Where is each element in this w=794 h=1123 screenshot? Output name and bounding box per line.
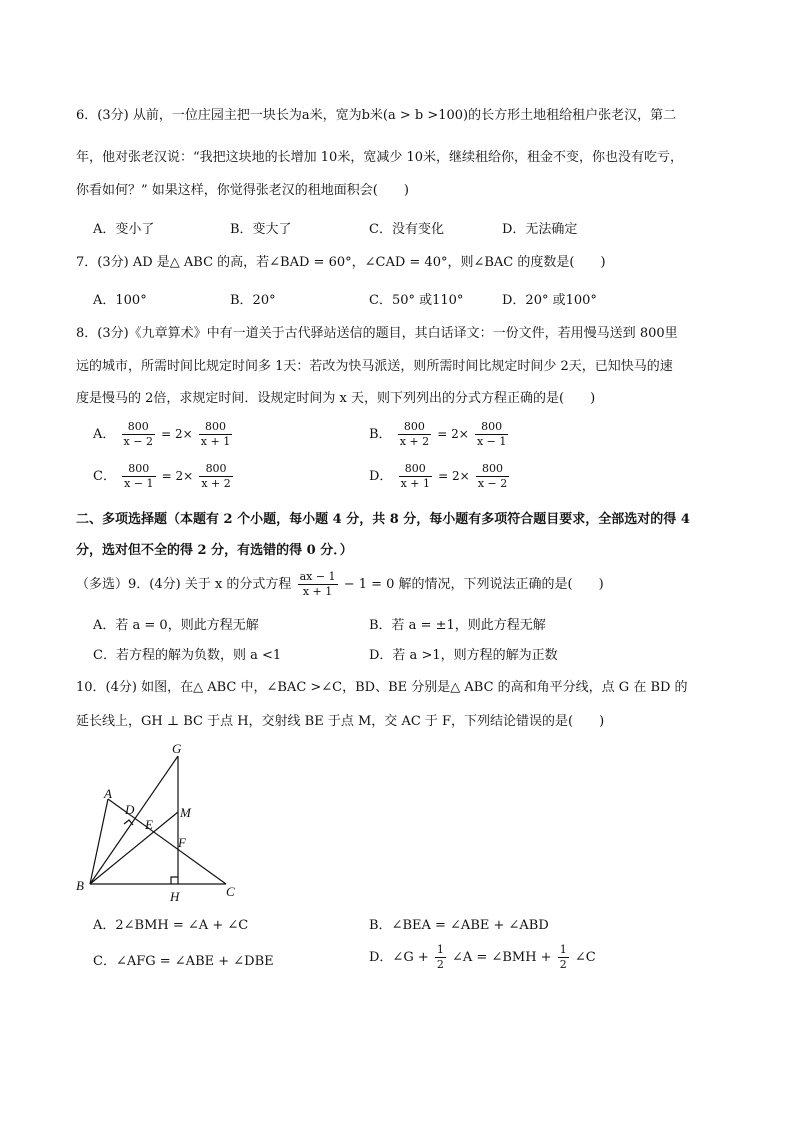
label-f: F (178, 835, 186, 850)
fraction (199, 462, 232, 491)
q7-option-d: D．20° 或100° (502, 293, 597, 308)
q9-option-b: B．若 a = ±1，则此方程无解 (369, 618, 546, 633)
q6-option-b: B．变大了 (230, 222, 292, 237)
q8-line1: 8．(3分)《九章算术》中有一道关于古代驿站送信的题目，其白话译文：一份文件，若用慢马送到 800里 (76, 326, 678, 341)
option-d-prefix: D．∠G + (369, 950, 429, 965)
q8-option-d (369, 462, 511, 491)
operator: = 2× (161, 469, 194, 483)
label-c: C (226, 884, 235, 899)
denominator: x − 2 (123, 435, 153, 448)
numerator: ax − 1 (299, 570, 336, 583)
denominator: x − 1 (476, 435, 507, 448)
q8-option-b (369, 420, 510, 449)
denominator: x + 1 (200, 435, 231, 448)
numerator: 800 (476, 462, 509, 477)
q10-figure (70, 736, 270, 906)
q8-line3: 度是慢马的 2倍，求规定时间．设规定时间为 x 天，则下列列出的分式方程正确的是( ) (76, 391, 596, 406)
fraction (475, 420, 508, 449)
option-label: C． (93, 469, 116, 484)
q6-line3: 你看如何？” 如果这样，你觉得张老汉的租地面积会( ) (76, 183, 409, 198)
q10-option-d (369, 943, 596, 972)
denominator: 2 (559, 958, 567, 971)
fraction (199, 420, 232, 449)
q6-line1: 6．(3分) 从前，一位庄园主把一块长为a米，宽为b米(a > b >100)的长方形土地租给租户张老汉，第二 (76, 108, 677, 123)
right-angle-d (124, 820, 133, 825)
label-g: G (172, 741, 182, 756)
label-e: E (145, 817, 153, 832)
option-d-middle: ∠A = ∠BMH + (452, 950, 552, 965)
numerator: 800 (122, 420, 155, 435)
numerator: 800 (398, 420, 431, 435)
q10-option-c: C．∠AFG = ∠ABE + ∠DBE (93, 954, 274, 969)
q8-option-c (93, 462, 235, 491)
q7-option-b: B．20° (230, 293, 276, 308)
denominator: x + 1 (302, 585, 333, 598)
section2-heading-line1: 二、多项选择题（本题有 2 个小题，每小题 4 分，共 8 分，每小题有多项符合题目要求，全部选对的得 4 (76, 512, 690, 527)
q9-prefix: （多选）9．(4分) 关于 x 的分式方程 (76, 577, 292, 592)
q9-option-c: C．若方程的解为负数，则 a <1 (93, 648, 282, 663)
fraction (476, 462, 509, 491)
q9-fraction (298, 570, 338, 599)
right-angle-h (171, 877, 178, 884)
option-label: B． (369, 427, 392, 442)
label-h: H (170, 889, 180, 904)
denominator: x + 2 (201, 477, 231, 490)
label-b: B (76, 878, 84, 893)
denominator: x − 2 (477, 477, 508, 490)
q7-line1: 7．(3分) AD 是△ ABC 的高，若∠BAD = 60°，∠CAD = 40°，则∠BAC 的度数是( ) (76, 255, 606, 270)
q7-option-c: C．50° 或110° (369, 293, 464, 308)
q6-option-c: C．没有变化 (369, 222, 444, 237)
denominator: 2 (436, 958, 444, 971)
option-d-end: ∠C (574, 950, 596, 965)
denominator: x − 1 (124, 477, 154, 490)
denominator: x + 2 (399, 435, 430, 448)
fraction-half (435, 943, 446, 972)
operator: = 2× (437, 427, 469, 441)
fraction-half (558, 943, 569, 972)
q7-option-a: A．100° (93, 293, 147, 308)
fraction (399, 462, 432, 491)
q9-suffix: − 1 = 0 解的情况，下列说法正确的是( ) (343, 577, 604, 592)
q6-option-a: A．变小了 (93, 222, 155, 237)
label-m: M (180, 805, 191, 820)
numerator: 800 (475, 420, 508, 435)
q6-line2: 年，他对张老汉说：“我把这块地的长增加 10米，宽减少 10米，继续租给你，租金不变，你也没有吃亏， (76, 150, 683, 165)
q8-line2: 远的城市，所需时间比规定时间多 1天：若改为快马派送，则所需时间比规定时间少 2天，已知快马的速 (76, 359, 673, 374)
numerator: 1 (559, 943, 567, 956)
denominator: x + 1 (400, 477, 430, 490)
label-a: A (104, 786, 112, 801)
section2-heading-line2: 分，选对但不全的得 2 分，有选错的得 0 分．） (76, 543, 353, 558)
q9-option-d: D．若 a >1，则方程的解为正数 (369, 648, 558, 663)
q6-option-d: D．无法确定 (502, 222, 578, 237)
q9-option-a: A．若 a = 0，则此方程无解 (93, 618, 259, 633)
q9-stem (76, 570, 604, 599)
fraction (122, 462, 155, 491)
fraction (398, 420, 431, 449)
numerator: 800 (399, 462, 432, 477)
label-d: D (125, 802, 135, 817)
q10-line2: 延长线上，GH ⊥ BC 于点 H，交射线 BE 于点 M，交 AC 于 F，下列结论错误的是( ) (76, 714, 605, 729)
option-label: A． (93, 427, 116, 442)
q10-line1: 10．(4分) 如图，在△ ABC 中，∠BAC >∠C，BD、BE 分别是△ ABC 的高和角平分线，点 G 在 BD 的 (76, 680, 688, 695)
numerator: 1 (436, 943, 444, 956)
q8-option-a (93, 420, 234, 449)
numerator: 800 (122, 462, 155, 477)
q10-option-a: A．2∠BMH = ∠A + ∠C (93, 918, 249, 933)
numerator: 800 (199, 462, 232, 477)
operator: = 2× (438, 469, 470, 483)
operator: = 2× (161, 427, 193, 441)
numerator: 800 (199, 420, 232, 435)
option-label: D． (369, 469, 393, 484)
fraction (122, 420, 155, 449)
q10-option-b: B．∠BEA = ∠ABE + ∠ABD (369, 918, 549, 933)
